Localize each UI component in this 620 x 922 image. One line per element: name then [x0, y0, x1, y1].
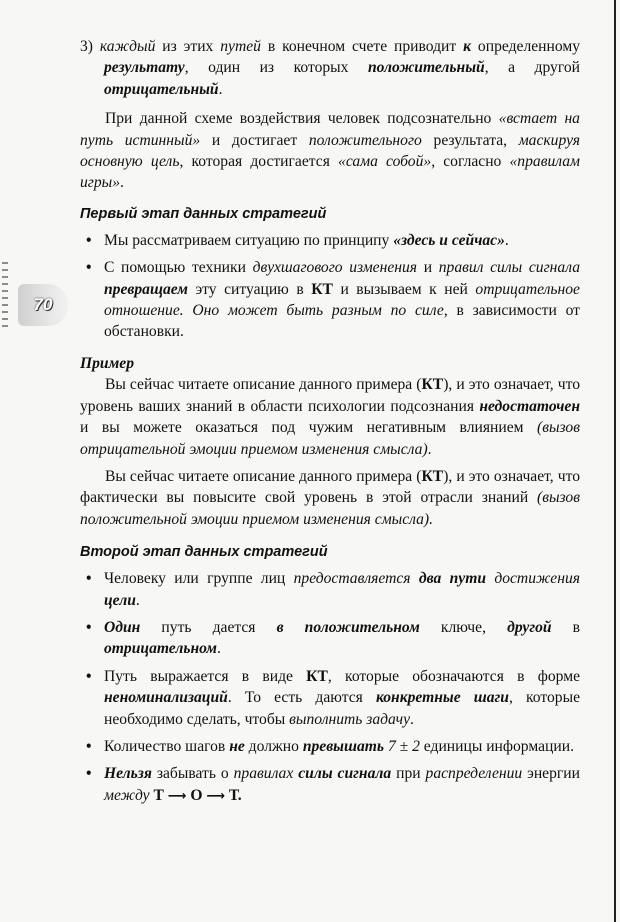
list-item: • Мы рассматриваем ситуацию по принципу «здесь и сейчас».: [80, 230, 580, 251]
list-item: • Количество шагов не должно превышать 7 ± 2 единицы информации.: [80, 736, 580, 757]
page-edge-marks: [2, 262, 8, 332]
section-heading-first: Первый этап данных стратегий: [80, 205, 327, 222]
arrow-right-icon: ⟶: [167, 788, 187, 804]
page-number: 70: [18, 284, 68, 326]
example-paragraph-1: Вы сейчас читаете описание данного примера (КТ), и это означает, что уровень ваших знаний в области психологии подсознания недостаточен и вы можете оказаться под чужим негативным влиянием (вызов отрицательной эмоции приемом изменения смысла).: [80, 376, 580, 458]
bullet-icon: •: [86, 667, 92, 685]
first-stage-list: [80, 230, 580, 343]
list-item: • Нельзя забывать о правилах силы сигнала при распределении энергии между Т ⟶ О ⟶ Т.: [86, 765, 580, 804]
bullet-icon: •: [86, 570, 92, 588]
second-stage-list: [80, 568, 580, 807]
list-item: • Один путь дается в положительном ключе, другой в отрицательном.: [86, 618, 581, 658]
numbered-item-3: 3) каждый из этих путей в конечном счете приводит к определенному результату, один из которых положительный, а другой отрицательный.: [80, 38, 581, 98]
list-item: • С помощью техники двухшагового изменения и правил силы сигнала превращаем эту ситуацию в КТ и вызываем к ней отрицательное отношение. Оно может быть разным по силе, в зависимости от обстановки.: [86, 259, 580, 341]
paragraph-scheme: При данной схеме воздействия человек подсознательно «встает на путь истинный» и достигает положительного результата, маскируя основную цель, которая достигается «сама собой», согласно «правилам игры».: [80, 110, 581, 192]
arrow-right-icon: ⟶: [206, 788, 226, 804]
list-item: • Путь выражается в виде КТ, которые обозначаются в форме неноминализаций. То есть даются конкретные шаги, которые необходимо сделать, чтобы выполнить задачу.: [86, 667, 580, 728]
page-text: [80, 36, 580, 813]
bullet-icon: •: [86, 618, 92, 636]
section-heading-second: Второй этап данных стратегий: [80, 544, 328, 561]
example-title: Пример: [80, 354, 134, 372]
bullet-icon: •: [86, 765, 92, 783]
bullet-icon: •: [86, 259, 92, 277]
list-item: • Человеку или группе лиц предоставляется два пути достижения цели.: [86, 570, 580, 609]
bullet-icon: •: [86, 231, 92, 249]
example-paragraph-2: Вы сейчас читаете описание данного примера (КТ), и это означает, что фактически вы повысите свой уровень в этой отрасли знаний (вызов положительной эмоции приемом изменения смысла).: [80, 467, 580, 528]
page-edge-line: [614, 0, 616, 922]
bullet-icon: •: [86, 737, 92, 755]
